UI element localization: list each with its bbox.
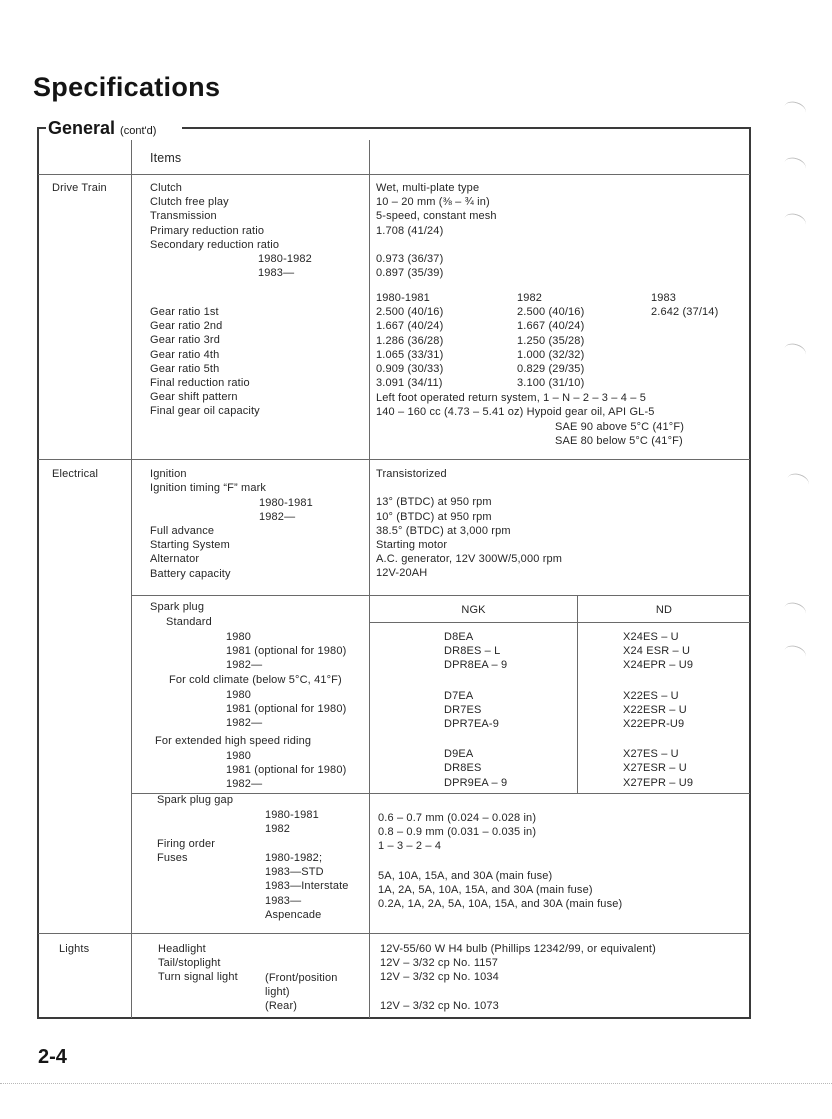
value: 0.829 (29/35)	[517, 362, 585, 375]
secondary-years	[258, 252, 312, 280]
column-header: 1982	[517, 292, 543, 304]
category-lights: Lights	[59, 943, 90, 955]
gear-items	[150, 305, 260, 419]
year-label: 1980	[226, 750, 252, 762]
row-divider-electrical	[38, 459, 750, 460]
binder-hole-mark	[782, 643, 808, 664]
value: 12V – 3/32 cp No. 1157	[380, 957, 499, 970]
value: 1.065 (33/31)	[376, 348, 444, 361]
year-label: 1981 (optional for 1980)	[226, 703, 347, 716]
value: 0.973 (36/37)	[376, 252, 444, 265]
turn-signal-sub	[265, 971, 338, 1014]
year-label: 1982—	[226, 659, 263, 672]
binder-hole-mark	[782, 341, 808, 362]
fuse-variant: 1980-1982;	[265, 852, 323, 864]
ngk-plug: DR8ES – L	[444, 645, 501, 658]
column-header: 1980-1981	[376, 292, 430, 304]
year-label: 1980-1981	[259, 496, 313, 509]
nd-plug: X24ES – U	[623, 631, 679, 643]
binder-hole-mark	[782, 211, 808, 232]
year-label: 1982—	[259, 510, 296, 523]
fuse-variant: 1983—	[265, 894, 302, 907]
gap-firing-values	[378, 811, 536, 854]
col-divider-2	[369, 140, 370, 1018]
header-divider	[38, 174, 750, 175]
year-label: 1981 (optional for 1980)	[226, 764, 347, 777]
ngk-plugs	[444, 630, 507, 790]
nd-plug: X27EPR – U9	[623, 776, 694, 789]
section-note: (cont'd)	[120, 125, 157, 137]
row-divider-lights	[38, 933, 750, 934]
spark-header-nd: ND	[655, 604, 673, 616]
nd-plug: X24 ESR – U	[623, 645, 691, 658]
value: 3.091 (34/11)	[376, 377, 443, 390]
spark-col-divider	[577, 596, 578, 794]
value: 1A, 2A, 5A, 10A, 15A, and 30A (main fuse)	[378, 884, 593, 897]
value: Transistorized	[376, 468, 447, 480]
nd-plug: X22ESR – U	[623, 703, 687, 716]
binder-hole-mark	[785, 471, 811, 492]
item-label: Tail/stoplight	[158, 957, 221, 970]
item-label: Gear ratio 4th	[150, 348, 220, 361]
sub-label: (Rear)	[265, 999, 298, 1012]
binder-hole-mark	[782, 155, 808, 176]
gear-col-1982	[517, 291, 584, 390]
fuse-variant: 1983—STD	[265, 866, 324, 879]
item-label: Ignition	[150, 468, 187, 480]
row-divider-spark	[132, 595, 750, 596]
lights-values	[380, 942, 656, 1013]
ngk-plug: DPR8EA – 9	[444, 659, 508, 672]
value: 12V – 3/32 cp No. 1073	[380, 999, 499, 1012]
item-label: Gear ratio 5th	[150, 362, 220, 375]
item-label: Clutch free play	[150, 196, 229, 209]
gear-col-1980-1981	[376, 291, 443, 390]
items-header: Items	[150, 151, 182, 165]
spark-years-cold	[226, 688, 346, 731]
value: 0.6 – 0.7 mm (0.024 – 0.028 in)	[378, 812, 537, 824]
lights-items	[158, 942, 238, 985]
value: 13° (BTDC) at 950 rpm	[376, 496, 492, 509]
item-label: Final gear oil capacity	[150, 405, 260, 418]
year-label: 1982	[265, 822, 291, 835]
year-label: 1980-1982	[258, 253, 312, 265]
value: 2.500 (40/16)	[517, 306, 585, 319]
value: 2.500 (40/16)	[376, 306, 444, 319]
year-label: 1981 (optional for 1980)	[226, 645, 347, 658]
year-label: 1980	[226, 689, 252, 701]
fuse-variant: 1983—Interstate	[265, 880, 349, 893]
value: 5-speed, constant mesh	[376, 210, 497, 223]
spark-gap-years	[265, 808, 319, 836]
item-label: Primary reduction ratio	[150, 224, 265, 237]
item-label: Ignition timing “F” mark	[150, 482, 267, 495]
spark-years-high-speed	[226, 749, 346, 792]
value: A.C. generator, 12V 300W/5,000 rpm	[376, 553, 563, 566]
category-electrical: Electrical	[52, 468, 99, 480]
bottom-border	[37, 1017, 751, 1019]
value: 3.100 (31/10)	[517, 377, 585, 390]
value: 0.8 – 0.9 mm (0.031 – 0.035 in)	[378, 826, 537, 839]
ngk-plug: D8EA	[444, 631, 474, 643]
left-border	[37, 127, 39, 1019]
section-title: General	[48, 118, 116, 138]
value: Starting motor	[376, 538, 448, 551]
ngk-plug: DPR9EA – 9	[444, 776, 508, 789]
item-label: Gear shift pattern	[150, 391, 238, 404]
fuses-label: Fuses	[157, 852, 188, 864]
nd-plug: X27ESR – U	[623, 762, 687, 775]
value: 1.708 (41/24)	[376, 224, 444, 237]
spark-header-ngk: NGK	[461, 604, 486, 616]
item-label: Clutch	[150, 182, 183, 194]
value: 0.2A, 1A, 2A, 5A, 10A, 15A, and 30A (main fuse)	[378, 898, 623, 911]
nd-plug: X22EPR-U9	[623, 717, 685, 730]
oil-capacity: 140 – 160 cc (4.73 – 5.41 oz) Hypoid gear oil, API GL-5	[376, 406, 655, 419]
oil-note: SAE 90 above 5°C (41°F)	[555, 420, 685, 433]
fuse-variant: Aspencade	[265, 908, 322, 921]
ngk-plug: DR7ES	[444, 703, 482, 716]
scan-edge-line	[0, 1083, 832, 1084]
value: 2.642 (37/14)	[651, 306, 719, 319]
section-heading	[48, 118, 156, 139]
spark-plug-label: Spark plug	[150, 601, 205, 613]
year-label: 1980	[226, 631, 252, 643]
spark-group-high-speed: For extended high speed riding	[155, 735, 312, 747]
column-header: 1983	[651, 292, 677, 304]
year-label: 1982—	[226, 778, 263, 791]
item-label: Starting System	[150, 539, 230, 552]
value: 12V-55/60 W H4 bulb (Phillips 12342/99, or equivalent)	[380, 943, 656, 955]
year-label: 1983—	[258, 267, 295, 280]
item-label: Gear ratio 2nd	[150, 320, 223, 333]
item-label: Turn signal light	[158, 971, 238, 984]
value: 1.667 (40/24)	[517, 320, 585, 333]
ngk-plug: D7EA	[444, 689, 474, 702]
item-label: Headlight	[158, 943, 206, 955]
value: 1.250 (35/28)	[517, 334, 585, 347]
spark-header-divider	[370, 622, 750, 623]
value: 1.667 (40/24)	[376, 320, 444, 333]
item-label: Full advance	[150, 525, 215, 537]
drive-train-items	[150, 181, 279, 252]
ngk-plug: DPR7EA-9	[444, 717, 499, 730]
fuse-values	[378, 869, 622, 912]
spark-gap-label: Spark plug gap	[157, 794, 234, 806]
nd-plug: X22ES – U	[623, 689, 679, 702]
item-label: Battery capacity	[150, 567, 231, 580]
year-label: 1982—	[226, 717, 263, 730]
item-label: Gear ratio 1st	[150, 306, 219, 318]
sub-label: light)	[265, 985, 290, 998]
item-label: Final reduction ratio	[150, 376, 250, 389]
page-title: Specifications	[33, 72, 221, 102]
value: 10° (BTDC) at 950 rpm	[376, 510, 492, 523]
right-border	[749, 127, 751, 1019]
binder-hole-mark	[782, 600, 808, 621]
value: 12V – 3/32 cp No. 1034	[380, 971, 499, 984]
shift-pattern: Left foot operated return system, 1 – N – 2 – 3 – 4 – 5	[376, 392, 646, 404]
spark-years-standard	[226, 630, 346, 673]
value: 1.286 (36/28)	[376, 334, 444, 347]
value: 5A, 10A, 15A, and 30A (main fuse)	[378, 870, 553, 882]
oil-note: SAE 80 below 5°C (41°F)	[555, 434, 683, 447]
electrical-items-2	[150, 524, 231, 581]
value: 38.5° (BTDC) at 3,000 rpm	[376, 524, 511, 537]
value: 1.000 (32/32)	[517, 348, 585, 361]
spark-group-standard: Standard	[166, 616, 212, 628]
value: Wet, multi-plate type	[376, 182, 480, 194]
item-label: Transmission	[150, 210, 217, 223]
firing-order-label: Firing order	[157, 837, 216, 850]
value: 10 – 20 mm (⅜ – ¾ in)	[376, 196, 490, 209]
value: 1 – 3 – 2 – 4	[378, 840, 442, 853]
electrical-values	[376, 467, 562, 581]
oil-notes	[555, 420, 684, 448]
item-label: Alternator	[150, 553, 200, 566]
page-number: 2-4	[38, 1046, 67, 1068]
nd-plugs	[623, 630, 693, 790]
electrical-items	[150, 467, 266, 495]
binder-hole-mark	[782, 99, 808, 120]
ngk-plug: D9EA	[444, 748, 474, 761]
gear-col-1983	[651, 291, 718, 319]
ngk-plug: DR8ES	[444, 762, 482, 775]
nd-plug: X24EPR – U9	[623, 659, 694, 672]
timing-years	[259, 496, 313, 524]
drive-train-values	[376, 181, 497, 280]
item-label: Secondary reduction ratio	[150, 238, 280, 251]
col-divider-1	[131, 140, 132, 1018]
top-rule	[182, 127, 750, 129]
category-drive-train: Drive Train	[52, 182, 107, 194]
value: 0.897 (35/39)	[376, 267, 444, 280]
nd-plug: X27ES – U	[623, 748, 679, 761]
spark-group-cold: For cold climate (below 5°C, 41°F)	[169, 674, 342, 686]
value: 0.909 (30/33)	[376, 362, 444, 375]
fuse-variants	[265, 851, 349, 922]
year-label: 1980-1981	[265, 808, 319, 821]
value: 12V-20AH	[376, 567, 428, 580]
item-label: Gear ratio 3rd	[150, 334, 220, 347]
sub-label: (Front/position	[265, 971, 338, 984]
shift-and-oil	[376, 391, 655, 419]
